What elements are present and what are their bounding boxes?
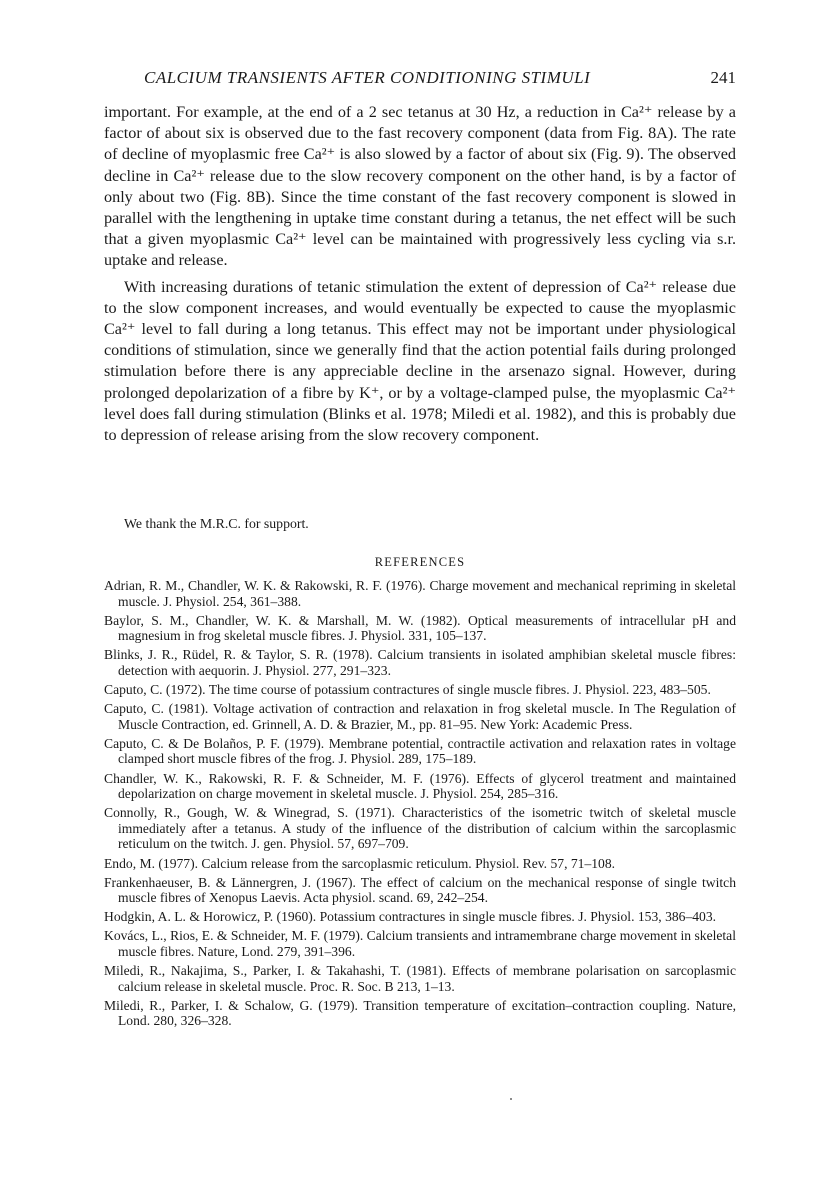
page-number: 241 xyxy=(710,68,736,87)
references-heading: REFERENCES xyxy=(374,555,466,569)
print-speck xyxy=(510,1098,512,1100)
running-title: CALCIUM TRANSIENTS AFTER CONDITIONING STIMULI xyxy=(144,68,591,87)
acknowledgement: We thank the M.R.C. for support. xyxy=(124,515,309,531)
reference-item: Connolly, R., Gough, W. & Winegrad, S. (1971). Characteristics of the isometric twitch of skeletal muscle immediately after a tetanus. A study of the influence of the distribution of calcium within the sarcoplasmic reticulum on the twitch. J. gen. Physiol. 57, 697–709. xyxy=(104,805,736,852)
reference-item: Endo, M. (1977). Calcium release from the sarcoplasmic reticulum. Physiol. Rev. 57, 71–108. xyxy=(104,855,616,871)
reference-item: Baylor, S. M., Chandler, W. K. & Marshall, M. W. (1982). Optical measurements of intracellular pH and magnesium in frog skeletal muscle fibres. J. Physiol. 331, 105–137. xyxy=(104,612,736,644)
reference-item: Blinks, J. R., Rüdel, R. & Taylor, S. R. (1978). Calcium transients in isolated amphibian skeletal muscle fibres: detection with aequorin. J. Physiol. 277, 291–323. xyxy=(104,647,736,678)
reference-list xyxy=(104,578,736,1032)
reference-item: Caputo, C. (1972). The time course of potassium contractures of single muscle fibres. J. Physiol. 223, 483–505. xyxy=(104,682,711,698)
reference-item: Miledi, R., Parker, I. & Schalow, G. (1979). Transition temperature of excitation–contraction coupling. Nature, Lond. 280, 326–328. xyxy=(104,997,736,1029)
reference-item: Caputo, C. (1981). Voltage activation of contraction and relaxation in frog skeletal muscle. In The Regulation of Muscle Contraction, ed. Grinnell, A. D. & Brazier, M., pp. 81–95. New York: Academic Press. xyxy=(104,701,736,732)
reference-item: Miledi, R., Nakajima, S., Parker, I. & Takahashi, T. (1981). Effects of membrane polarisation on sarcoplasmic calcium release in skeletal muscle. Proc. R. Soc. B 213, 1–13. xyxy=(104,963,736,994)
page-header xyxy=(104,68,736,92)
body-text xyxy=(104,102,736,446)
paragraph: With increasing durations of tetanic stimulation the extent of depression of Ca²⁺ release due to the slow component increases, and would eventually be expected to cause the myoplasmic Ca²⁺ level to fall during a long tetanus. This effect may not be important under physiological conditions of stimulation, since we generally find that the action potential fails during prolonged stimulation before there is any appreciable decline in the arsenazo signal. However, during prolonged depolarization of a fibre by K⁺, or by a voltage-clamped pulse, the myoplasmic Ca²⁺ level does fall during stimulation (Blinks et al. 1978; Miledi et al. 1982), and this is probably due to depression of release arising from the slow recovery component. xyxy=(104,277,736,445)
reference-item: Adrian, R. M., Chandler, W. K. & Rakowski, R. F. (1976). Charge movement and mechanical repriming in skeletal muscle. J. Physiol. 254, 361–388. xyxy=(104,578,736,609)
reference-item: Hodgkin, A. L. & Horowicz, P. (1960). Potassium contractures in single muscle fibres. J. Physiol. 153, 386–403. xyxy=(104,909,717,925)
paragraph: important. For example, at the end of a 2 sec tetanus at 30 Hz, a reduction in Ca²⁺ release by a factor of about six is observed due to the fast recovery component (data from Fig. 8A). The rate of decline of myoplasmic free Ca²⁺ is also slowed by a factor of about six (Fig. 9). The observed decline in Ca²⁺ release due to the slow recovery component on the other hand, is by a factor of only about two (Fig. 8B). Since the time constant of the fast recovery component is slowed in parallel with the lengthening in uptake time constant during a tetanus, the net effect will be such that a given myoplasmic Ca²⁺ level can be maintained with progressively less cycling via s.r. uptake and release. xyxy=(104,103,736,270)
reference-item: Caputo, C. & De Bolaños, P. F. (1979). Membrane potential, contractile activation and relaxation rates in voltage clamped short muscle fibres of the frog. J. Physiol. 289, 175–189. xyxy=(104,735,736,767)
reference-item: Chandler, W. K., Rakowski, R. F. & Schneider, M. F. (1976). Effects of glycerol treatment and maintained depolarization on charge movement in skeletal muscle. J. Physiol. 254, 285–316. xyxy=(104,770,736,802)
reference-item: Kovács, L., Rios, E. & Schneider, M. F. (1979). Calcium transients and intramembrane charge movement in skeletal muscle fibres. Nature, Lond. 279, 391–396. xyxy=(104,928,736,959)
reference-item: Frankenhaeuser, B. & Lännergren, J. (1967). The effect of calcium on the mechanical response of single twitch muscle fibres of Xenopus Laevis. Acta physiol. scand. 69, 242–254. xyxy=(104,874,736,906)
